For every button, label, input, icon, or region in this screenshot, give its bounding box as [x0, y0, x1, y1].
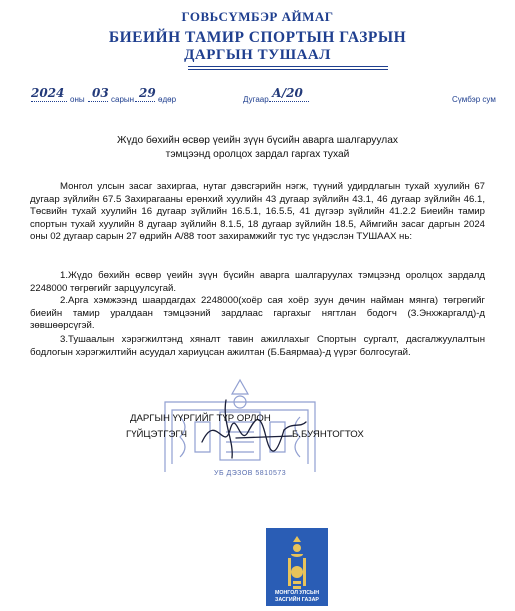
number-prefix: Дугаар: [243, 95, 269, 104]
number-dotted-line: [269, 101, 309, 102]
year-dotted-line: [31, 101, 67, 102]
order-item-1: 1.Жүдо бөхийн өсвөр үеийн зүүн бүсийн аварга шалгаруулах тэмцээнд оролцох зардалд 2248000 төгрөгийг зарцуулсугай.: [30, 270, 485, 294]
title-line-1: Жүдо бөхийн өсвөр үеийн зүүн бүсийн аварга шалгаруулах: [117, 135, 398, 146]
organization-name: БИЕИЙН ТАМИР СПОРТЫН ГАЗРЫН: [108, 29, 407, 46]
header-rule: [188, 66, 388, 67]
preamble-paragraph: Монгол улсын засаг захиргаа, нутаг дэвсгэрийн нэгж, түүний удирдлагын тухай хуулийн 67 дугаар зүйлийн 67.5 Захирагааны ерөнхий хуулийн 43 дугаар зүйлийн 43.1, 46 дугаар зүйлийн 46.1, Төсвийн тухай хуулийн 16 дугаар зүйлийн 16.5.1, 16.5.5, 41 дүгээр зүйлийн 41.2.2 Биеийн тамир спортын тухай хуулийн 8 дугаар зүйлийн 8.1.5, 18 дугаар зүйлийн 18.5, Аймгийн засаг даргын 2024 оны 02 дугаар сарын 27 өдрийн А/88 тоот захирамжийг тус тус үндэслэн ТУШААХ нь:: [30, 181, 485, 242]
header-rule-2: [188, 69, 388, 70]
signatory-name: Б.БУЯНТОГТОХ: [292, 429, 364, 440]
date-month: 03: [92, 86, 109, 100]
handwritten-signature: [196, 392, 316, 462]
order-number: А/20: [272, 86, 303, 100]
logo-text-line-2: ЗАСГИЙН ГАЗАР: [275, 597, 319, 603]
stamp-registration-text: УБ ДЭЗОВ 5810573: [214, 470, 287, 477]
month-suffix: сарын: [111, 95, 135, 104]
place-name: Сүмбэр сум: [452, 95, 496, 104]
day-dotted-line: [135, 101, 155, 102]
signatory-title-line-1: ДАРГЫН ҮҮРГИЙГ ТҮР ОРЛОН: [130, 413, 271, 424]
month-dotted-line: [88, 101, 108, 102]
logo-text-line-1: МОНГОЛ УЛСЫН: [274, 590, 320, 596]
date-year: 2024: [31, 86, 65, 100]
day-suffix: өдөр: [158, 95, 177, 104]
date-day: 29: [139, 86, 156, 100]
order-title: [60, 134, 455, 162]
document-type: ДАРГЫН ТУШААЛ: [184, 47, 331, 63]
dateline: [0, 86, 515, 108]
signatory-title-line-2: ГҮЙЦЭТГЭГЧ: [126, 429, 187, 440]
order-item-2: 2.Арга хэмжээнд шаардагдах 2248000(хоёр сая хоёр зуун дөчин найман мянга) төгрөгийг биеийн тамир уралдаан тэмцээний зардлаас гаргахыг нягтлан бодогч (З.Энхжаргалд)-д зөвшөөрсүгэй.: [30, 295, 485, 331]
title-line-2: тэмцээнд оролцох зардал гаргах тухай: [165, 149, 350, 160]
year-suffix: оны: [70, 95, 85, 104]
aimag-name: ГОВЬСҮМБЭР АЙМАГ: [181, 9, 334, 24]
order-item-3: 3.Тушаалын хэрэгжилтэнд хяналт тавин ажиллахыг Спортын сургалт, дасгалжуулалтын бодлогын хэрэгжилтийн асуудал хариуцсан ажилтан (Б.Баярмаа)-д үүрэг болгосугай.: [30, 334, 485, 358]
